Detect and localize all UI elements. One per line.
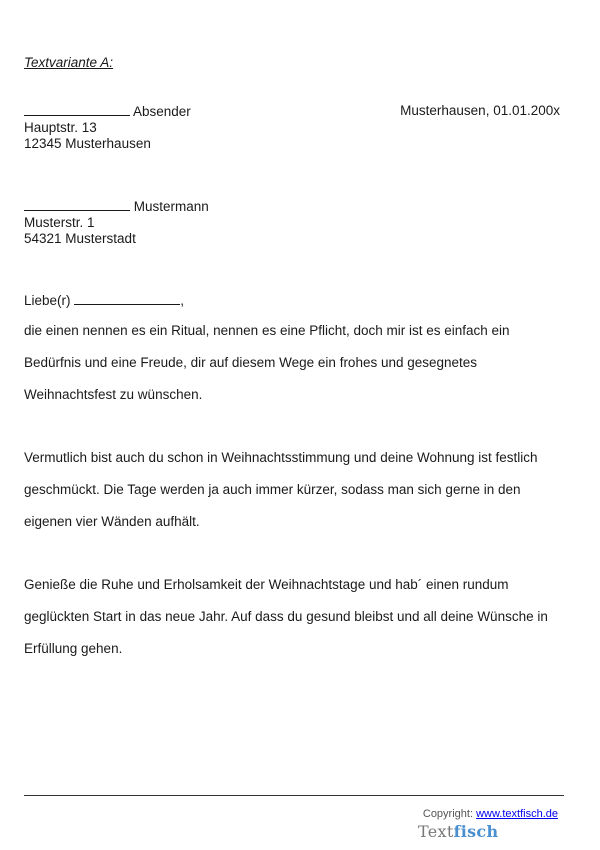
- recipient-street: Musterstr. 1: [24, 215, 95, 230]
- greeting-name-blank: [74, 292, 180, 305]
- recipient-first-name-blank: [24, 198, 130, 211]
- paragraph-3: [24, 569, 584, 665]
- sender-name-blank: [24, 103, 130, 116]
- paragraph-line: die einen nennen es ein Ritual, nennen es eine Pflicht, doch mir ist es einfach ein: [24, 323, 510, 338]
- sender-city: 12345 Musterhausen: [24, 136, 151, 151]
- paragraph-line: Bedürfnis und eine Freude, dir auf diesem Wege ein frohes und gesegnetes: [24, 355, 478, 370]
- paragraph-line: geschmückt. Die Tage werden ja auch immer kürzer, sodass man sich gerne in den: [24, 482, 521, 497]
- greeting-suffix: ,: [180, 293, 185, 308]
- text-variant-heading: Textvariante A:: [24, 55, 114, 70]
- recipient-name-line: [24, 198, 209, 215]
- greeting-prefix: Liebe(r): [24, 293, 71, 308]
- sender-name-line: [24, 103, 191, 120]
- logo-text-part: Text: [418, 822, 454, 841]
- greeting: [24, 292, 184, 308]
- sender-label: Absender: [133, 104, 191, 119]
- sender-street: Hauptstr. 13: [24, 120, 97, 135]
- logo-fish-part: fisch: [453, 822, 499, 841]
- copyright-notice: [423, 808, 558, 820]
- paragraph-1: [24, 315, 584, 411]
- paragraph-line: geglückten Start in das neue Jahr. Auf dass du gesund bleibst und all deine Wünsche in: [24, 609, 548, 624]
- paragraph-line: Weihnachtsfest zu wünschen.: [24, 387, 203, 402]
- footer-divider: [24, 795, 564, 796]
- sender-block: [24, 103, 191, 152]
- textfisch-logo: [418, 822, 498, 841]
- copyright-label: Copyright:: [422, 808, 474, 820]
- recipient-name: Mustermann: [133, 199, 209, 214]
- paragraph-line: Genieße die Ruhe und Erholsamkeit der Weihnachtstage und hab´ einen rundum: [24, 577, 509, 592]
- paragraph-line: Vermutlich bist auch du schon in Weihnachtsstimmung und deine Wohnung ist festlich: [24, 450, 538, 465]
- website-link[interactable]: www.textfisch.de: [476, 808, 558, 820]
- date-place: Musterhausen, 01.01.200x: [400, 103, 560, 118]
- paragraph-2: [24, 442, 584, 538]
- paragraph-line: eigenen vier Wänden aufhält.: [24, 514, 200, 529]
- paragraph-line: Erfüllung gehen.: [24, 641, 123, 656]
- recipient-block: [24, 198, 209, 247]
- recipient-city: 54321 Musterstadt: [24, 231, 136, 246]
